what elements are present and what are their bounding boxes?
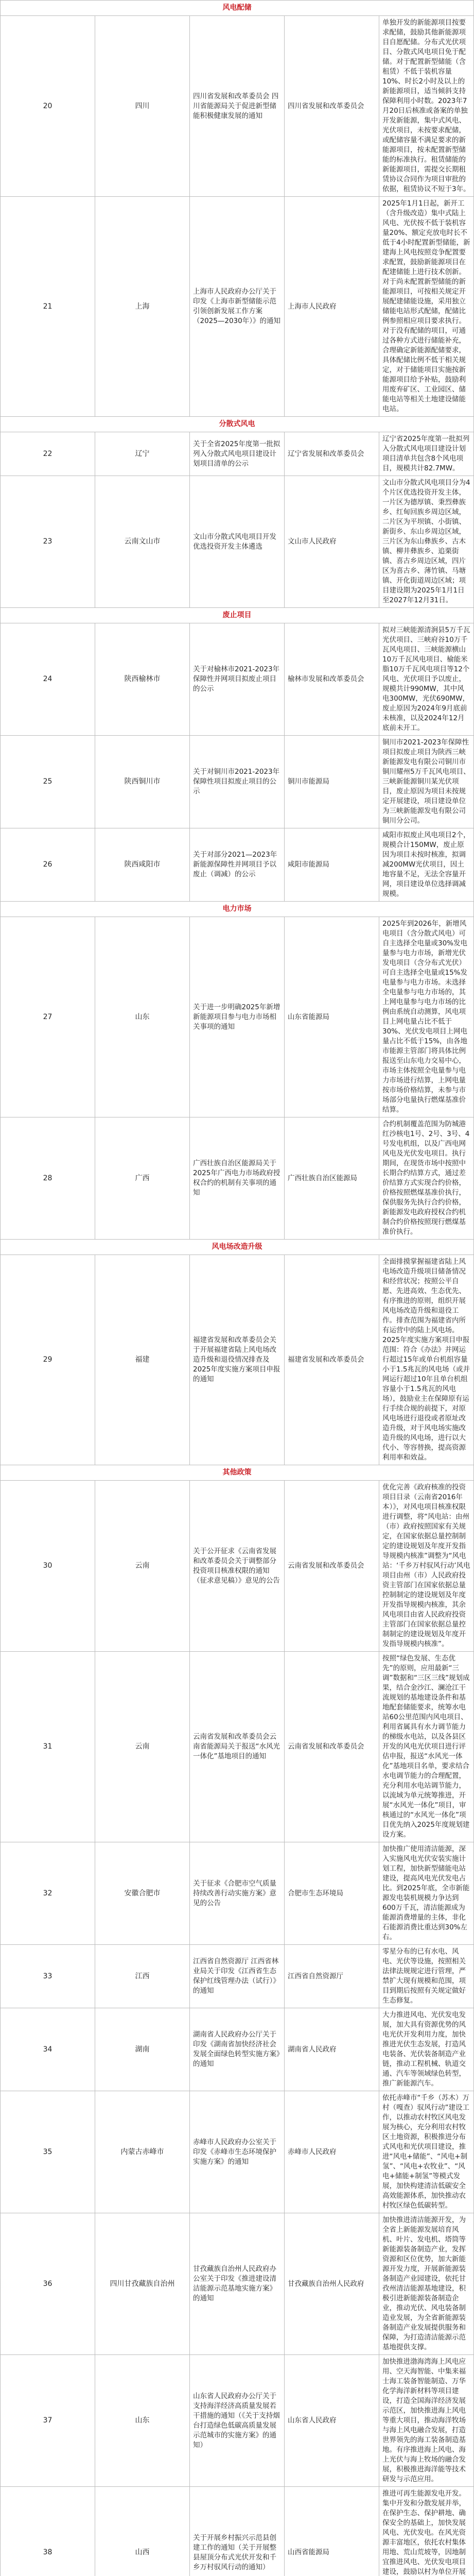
row-content: 加快推进渤海湾海上风电应用、空天海智能、中集来福士海工装备智能制造、万华化学海洋新材料等项目建设，打造全国海洋经济发展示范区，加快推进海上风电等重大项目，推动海洋牧场与海上风电融合发展，打造世界领先的海工装备制造基地。有序推进海上风电、海上光伏与海上牧场的融合发展，积极推进海洋能等技术研发与示范应用。 [379,2355,474,2487]
table-row [1,736,474,828]
row-issuing-agency: 咸阳市能源局 [285,828,379,902]
row-number: 20 [1,16,95,197]
table-row [1,828,474,902]
row-document-title: 关于对铜川市2021-2023年保障性项目拟废止项目的公示 [190,736,285,828]
row-issuing-agency: 山西省能源局 [285,2487,379,2576]
row-document-title: 关于全省2025年度第一批拟列入分散式风电项目建设计划项目清单的公示 [190,432,285,476]
row-region: 内蒙古赤峰市 [95,2091,190,2213]
section-header-row [1,1,474,16]
row-document-title: 文山市分散式风电项目开发优选投资开发主体遴选 [190,476,285,608]
row-content: 依托赤峰市“千乡（苏木）万村（嘎查）驭风行动”建设工作，以推动农村牧区风电发展为核心，充分利用农村牧区土地资源，积极推进分布式风电和光伏项目建设，推进“风电+储能”、“风电+制氢”、“风电+农牧业”、“风电+储能+制氢”等模式发展，加快构建清洁低碳安全高效能源体系，加快推动农村牧区绿色低碳转型。 [379,2091,474,2213]
row-region: 四川 [95,16,190,197]
section-header-row [1,608,474,623]
row-number: 28 [1,1117,95,1240]
row-issuing-agency: 铜川市能源局 [285,736,379,828]
row-document-title: 关于公开征求《云南省发展和改革委员会关于调整部分投资项目核准权限的通知（征求意见稿）》意见的公告 [190,1481,285,1652]
table-row [1,2008,474,2091]
row-document-title: 上海市人民政府办公厅关于印发《上海市新型储能示范引领创新发展工作方案（2025—2030年）》的通知 [190,197,285,417]
row-region: 云南文山市 [95,476,190,608]
row-document-title: 四川省发展和改革委员会 四川省能源局关于促进新型储能积极健康发展的通知 [190,16,285,197]
table-row [1,476,474,608]
table-row [1,1255,474,1465]
row-content: 辽宁省2025年度第一批拟列入分散式风电项目建设计划项目清单共包含8个风电项目，规模共计82.7MW。 [379,432,474,476]
row-region: 上海 [95,197,190,417]
row-document-title: 赤峰市人民政府办公室关于印发《赤峰市生态环境保护实施方案》的通知 [190,2091,285,2213]
row-issuing-agency: 榆林市发展和改革委员会 [285,623,379,736]
row-region: 陕西铜川市 [95,736,190,828]
row-content: 加快推广使用清洁能源，深入实施风电光伏安装实施计划工程，加快新型储能电站建设，提高风电光伏发电占比。到2025年底，全市新能源发电装机规模力争达到600万千瓦，清洁能源成为能源消费增量的主体，非化石能源消费比重达到30%左右。 [379,1842,474,1945]
row-content: 按照“绿色发展、生态优先”的原则，应用最新“三调”数据和“三区三线”规划成果，结合金沙江、澜沧江干流规划的基地建设条件和基地配套储能要求，统筹水电站60公里范围内风电项目、利用省属具有水力调节能力的梯级水电站，以及各县区开发的风电光伏项目进行评估申报，报送“水风光一体化”基地项目名单，要求结合水电调节能力的合理配置，充分利用水电站调节能力，以流域为单元统筹推进，开展“水风光一体化”项目，审核通过的“水风光一体化”项目优先纳入2025年度规划建设方案。 [379,1652,474,1842]
table-row [1,2355,474,2487]
section-header-row [1,902,474,917]
row-region: 安徽合肥市 [95,1842,190,1945]
table-row [1,16,474,197]
row-content: 2025年到2026年，新增风电项目（含分散式风电）可自主选择全电量或30%发电量参与电力市场，新增光伏发电项目（含分布式光伏）可自主选择全电量或15%发电量参与电力市场。未选择全电量参与电力市场的，其上网电量参与电力市场的比例由系统自动测算，风电项目上网电量占比不低于30%、光伏发电项目上网电量占比不低于15%，由各地市能源主管部门将具体比例报送至山东电力交易中心，市场主体按照全电量参与电力市场进行结算，上网电量按市场价格结算，未参与市场部分电量执行燃煤基准价结算。 [379,917,474,1117]
row-region: 四川甘孜藏族自治州 [95,2213,190,2355]
table-row [1,2091,474,2213]
row-issuing-agency: 江西省自然资源厅 [285,1945,379,2008]
row-region: 云南 [95,1652,190,1842]
row-number: 36 [1,2213,95,2355]
row-number: 29 [1,1255,95,1465]
section-title: 其他政策 [1,1465,474,1481]
section-title: 废止项目 [1,608,474,623]
table-row [1,1117,474,1240]
row-document-title: 福建省发展和改革委员会关于开展福建省陆上风电场改造升级和退役情况排查及2025年度实施方案项目申报的通知 [190,1255,285,1465]
row-issuing-agency: 上海市人民政府 [285,197,379,417]
row-issuing-agency: 辽宁省发展和改革委员会 [285,432,379,476]
row-content: 合约机制覆盖范围为防城港红沙核电1号、2号、3号、4号发电机组，以及广西电网风电及光伏发电项目。执行期间，在现货市场中按照中长期合约结算方式，通过差价结算方式实现合约价格，价格按照燃煤基准价执行，保供服务先执行合约价格，新能源发电政府授权合约机制合约价格按照现行燃煤基准价执行。 [379,1117,474,1240]
row-content: 文山市分散式风电项目分为4个片区优选投资开发主体，一片区为德厚镇、秉烈彝族乡、红甸回族乡周边区域，二片区为平坝镇、小街镇、新街乡、东山乡周边区域，三片区为东山彝族乡、古木镇、柳井彝族乡、追栗街镇、喜古乡周边区域，四片区为喜古乡、薄竹镇、马塘镇、开化街道周边区域；项目建设期为2025年1月1日至2027年12月31日。 [379,476,474,608]
row-issuing-agency: 云南省发展和改革委员会 [285,1481,379,1652]
table-row [1,623,474,736]
row-region: 云南 [95,1481,190,1652]
section-title: 电力市场 [1,902,474,917]
row-number: 21 [1,197,95,417]
row-content: 2025年1月1日起，新开工（含升级改造）集中式陆上风电、光伏按不低于装机容量20%、额定充放电时长不低于4小时配置新型储能，新建海上风电按照竞争配置要求配置，鼓励新能源项目在配建储能上进行技术创新。对于尚未配置新型储能的新能源项目，可按相关规定开展配建储能设施，采用独立储能电站形式配储，配储比例参照相应项目要求执行。对于没有配储的项目，可通过各种方式进行储能补充，合理确定新能源配储要求，具体配储比例不低于相关规定，对于储能项目实施按新能源项目给予补贴，鼓励利用废弃矿区、工业园区、储能电站等相关土地建设储能电站。 [379,197,474,417]
row-issuing-agency: 山东省能源局 [285,917,379,1117]
row-document-title: 云南省发展和改革委员会云南省能源局关于报送“水风光一体化”基地项目的通知 [190,1652,285,1842]
row-number: 35 [1,2091,95,2213]
section-header-row [1,417,474,432]
section-header-row [1,1240,474,1255]
row-document-title: 湖南省人民政府办公厅关于印发《湖南省加快经济社会发展全面绿色转型实施方案》的通知 [190,2008,285,2091]
row-issuing-agency: 福建省发展和改革委员会 [285,1255,379,1465]
row-number: 37 [1,2355,95,2487]
row-issuing-agency: 合肥市生态环境局 [285,1842,379,1945]
row-document-title: 关于进一步明确2025年新增新能源项目参与电力市场相关事项的通知 [190,917,285,1117]
row-content: 大力推进风电、光伏发电发展，加大具有资源优势的风电光伏开发利用力度，加快推进光伏生态发展，打造风电装备、光伏装备制造产业链，推动工程机械、轨道交通、汽车等领域绿色转型，推广新能源汽车。 [379,2008,474,2091]
table-row [1,2487,474,2576]
row-content: 单独开发的新能源项目按要求配储，鼓励其他新能源项目自愿配储。分布式光伏项目、分散式风电项目免于配储。对于配置新型储能（含租赁）不低于装机容量10%、时长2小时及以上的新能源项目，适当倾斜支持保障利用小时数。2023年7月20日后核准或备案的单独开发新能源，集中式风电、光伏项目，未按要求配储，或配储容量不满足要求的新能源项目，按未配置新型储能的标准执行。租赁储能的新能源项目，需提交长期租赁协议合同作为项目审批的依据，租赁协议不短于3年。 [379,16,474,197]
row-issuing-agency: 四川省发展和改革委员会 [285,16,379,197]
row-document-title: 关于征求《合肥市空气质量持续改善行动实施方案》意见的公告 [190,1842,285,1945]
table-row [1,917,474,1117]
row-issuing-agency: 文山市人民政府 [285,476,379,608]
table-row [1,197,474,417]
row-region: 江西 [95,1945,190,2008]
row-issuing-agency: 云南省发展和改革委员会 [285,1652,379,1842]
table-row [1,1481,474,1652]
table-row [1,1842,474,1945]
section-title: 风电场改造升级 [1,1240,474,1255]
row-issuing-agency: 山东省人民政府 [285,2355,379,2487]
row-document-title: 关于对榆林市2021-2023年保障性并网项目拟废止项目的公示 [190,623,285,736]
row-number: 30 [1,1481,95,1652]
row-region: 辽宁 [95,432,190,476]
row-number: 31 [1,1652,95,1842]
row-number: 38 [1,2487,95,2576]
row-content: 全面排摸掌握福建省陆上风电场改造升级项目储备情况和经营状况；按照公平自愿、先进高效、生态优先、有序推进的原则，组织开展风电场改造升级和退役工作。排查范围为福建省内所有运营中的陆上风电场。2025年度实施方案项目申报范围：符合《办法》并网运行超过15年或单台机组容量小于1.5兆瓦的风电场（或并网运行超过10年且单台机组容量小于1.5兆瓦的风电场），鼓励业主在保障原有运行手续合规的前提下，对原风电场进行退役或者原址改造升级，对于风电场实施改造升级的风电场，进行以大代小、等容替换，提高资源利用率和效益。 [379,1255,474,1465]
row-region: 山东 [95,917,190,1117]
row-number: 22 [1,432,95,476]
row-document-title: 山东省人民政府办公厅关于支持海洋经济高质量发展若干措施的通知（《关于支持烟台打造绿色低碳高质量发展示范城市的实施方案》的通知） [190,2355,285,2487]
row-content: 优化完善《政府核准的投资项目目录（云南省2016年本）》，对风电项目核准权限进行调整，将“风电站：由州（市）政府按照国家有关规定，在国家依据总量控制制定的建设规划及年度开发指导规模内核准”调整为“风电站：‘千乡万村驭风行动’风电项目由州（市）人民政府投资主管部门在国家依据总量控制制定的建设规划及年度开发指导规模内核准，其余风电项目由省人民政府投资主管部门在国家依据总量控制制定的建设规划及年度开发指导规模内核准”。 [379,1481,474,1652]
row-number: 23 [1,476,95,608]
row-issuing-agency: 甘孜藏族自治州人民政府 [285,2213,379,2355]
row-region: 山东 [95,2355,190,2487]
row-region: 陕西咸阳市 [95,828,190,902]
row-number: 26 [1,828,95,902]
row-document-title: 关于开展乡村振兴示范县创建工作的通知（关于开展整县屋顶分布式光伏开发和千乡万村驭风行动的通知） [190,2487,285,2576]
section-header-row [1,1465,474,1481]
row-number: 25 [1,736,95,828]
row-issuing-agency: 广西壮族自治区能源局 [285,1117,379,1240]
row-document-title: 江西省自然资源厅 江西省林业局关于印发《江西省生态保护红线管理办法（试行）》的通知 [190,1945,285,2008]
row-issuing-agency: 湖南省人民政府 [285,2008,379,2091]
row-region: 陕西榆林市 [95,623,190,736]
section-title: 分散式风电 [1,417,474,432]
row-region: 山西 [95,2487,190,2576]
row-content: 拟对三峡能源清涧县5万千瓦光伏项目、三峡府谷10万千瓦风电项目、三峡能源横山10万千瓦风电项目、榆能米脂10万千瓦风电项目等12个风电、光伏项目予以废止，规模共计990MW，其中风电300MW，光伏690MW，废止原因为2024年9月底前未核准，以及2024年12月底前未开工。 [379,623,474,736]
row-number: 24 [1,623,95,736]
row-number: 32 [1,1842,95,1945]
row-content: 零星分布的已有水电、风电、光伏等设施，按照相关法律法规规定进行管理，严禁扩大现有规模和范围，项目到期后按照有关规定做好生态修复。 [379,1945,474,2008]
row-document-title: 甘孜藏族自治州人民政府办公室关于印发《推进建设清洁能源示范基地实施方案》的通知 [190,2213,285,2355]
table-row [1,432,474,476]
row-content: 咸阳市拟废止风电项目2个，规模合计150MW，废止原因为项目未按时核准，拟调减200MW光伏项目，因土地容量不足，无法全容量开网，项目建设单位选择调减规模。 [379,828,474,902]
row-document-title: 关于对部分2021—2023年新能源保障性并网项目予以废止（调减）的公示 [190,828,285,902]
table-row [1,2213,474,2355]
row-number: 34 [1,2008,95,2091]
row-region: 福建 [95,1255,190,1465]
section-title: 风电配储 [1,1,474,16]
row-document-title: 广西壮族自治区能源局关于2025年广西电力市场政府授权合约的机制有关事项的通知 [190,1117,285,1240]
row-content: 加快推进清洁能源开发，为全省上新能源发展培育风机、叶片、发电机、塔筒等新能源装备制造产业，发挥资源和区位优势，加大新能源开发力度，开展新能源装备制造产业园建设，依托甘孜州清洁能源基地建设，积极引进新能源装备制造企业，推动光伏、风电装备制造业发展，为全省新能源装备制造产业发展提供服务和保障，为打造清洁能源示范基地提供支撑。 [379,2213,474,2355]
table-row [1,1652,474,1842]
row-region: 广西 [95,1117,190,1240]
row-issuing-agency: 赤峰市人民政府 [285,2091,379,2213]
row-content: 推进可再生能源发电开发。集中开发和分散发展并举，在保护生态、保护耕地、确保安全的基础上，加快发展风电、光伏发电。在风光资源丰富地区，依托农村集体用地、荒山荒坡等，因地制宜推进风电、光伏发电项目建设，鼓励以村为单位开展 [379,2487,474,2576]
row-content: 铜川市2021-2023年保障性项目拟废止项目为陕西三峡新能源发电有限公司铜川市铜川耀州5万千瓦风电项目、三峡新能源铜川某光伏项目，废止原因为项目未按规定开展建设，项目建设单位为三峡新能源发电有限公司铜川分公司。 [379,736,474,828]
row-number: 33 [1,1945,95,2008]
row-region: 湖南 [95,2008,190,2091]
table-row [1,1945,474,2008]
row-number: 27 [1,917,95,1117]
